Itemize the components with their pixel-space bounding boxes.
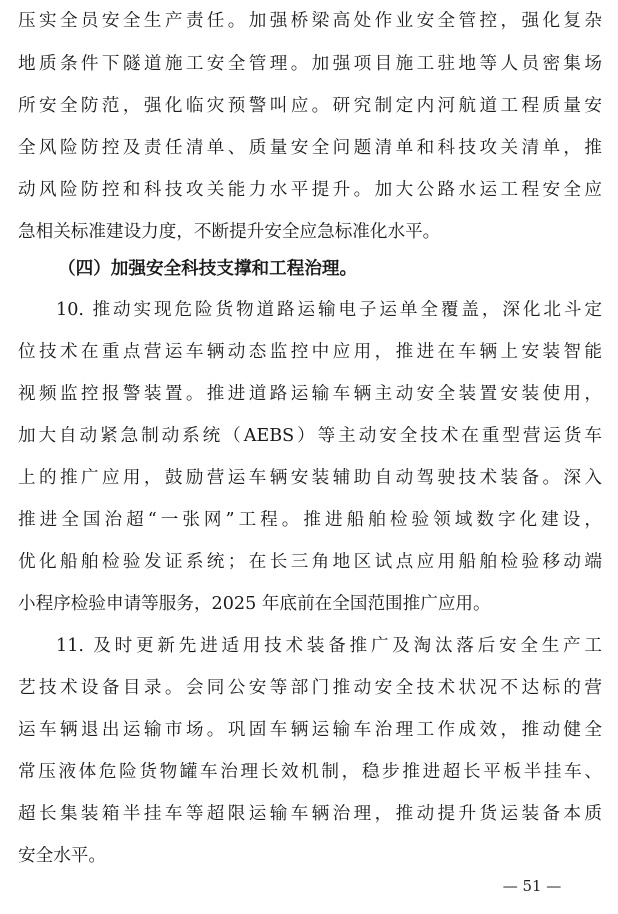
paragraph-line: 地质条件下隧道施工安全管理。加强项目施工驻地等人员密集场 (18, 54, 602, 74)
paragraph-line: 压实全员安全生产责任。加强桥梁高处作业安全管控，强化复杂 (18, 11, 602, 31)
paragraph-line: 常压液体危险货物罐车治理长效机制，稳步推进超长平板半挂车、 (18, 762, 602, 782)
paragraph-line: 所安全防范，强化临灾预警叫应。研究制定内河航道工程质量安 (18, 96, 602, 116)
paragraph-line: 11. 及时更新先进适用技术装备推广及淘汰落后安全生产工 (56, 636, 602, 656)
paragraph-line: 优化船舶检验发证系统；在长三角地区试点应用船舶检验移动端 (18, 552, 602, 572)
paragraph-line: 位技术在重点营运车辆动态监控中应用，推进在车辆上安装智能 (18, 342, 602, 362)
paragraph-line: 上的推广应用，鼓励营运车辆安装辅助自动驾驶技术装备。深入 (18, 468, 602, 488)
paragraph-line: 推进全国治超“一张网”工程。推进船舶检验领域数字化建设， (18, 510, 602, 530)
paragraph-line: 小程序检验申请等服务，2025 年底前在全国范围推广应用。 (18, 594, 491, 614)
paragraph-line: 加大自动紧急制动系统（AEBS）等主动安全技术在重型营运货车 (18, 426, 602, 446)
paragraph-line: 艺技术设备目录。会同公安等部门推动安全技术状况不达标的营 (18, 678, 602, 698)
paragraph-line: 运车辆退出运输市场。巩固车辆运输车治理工作成效，推动健全 (18, 720, 602, 740)
paragraph-line: 视频监控报警装置。推进道路运输车辆主动安全装置安装使用， (18, 384, 602, 404)
paragraph-line: 全风险防控及责任清单、质量安全问题清单和科技攻关清单，推 (18, 138, 602, 158)
paragraph-line: 安全水平。 (18, 846, 106, 866)
paragraph-line: 超长集装箱半挂车等超限运输车辆治理，推动提升货运装备本质 (18, 804, 602, 824)
paragraph-line: 10. 推动实现危险货物道路运输电子运单全覆盖，深化北斗定 (56, 300, 602, 320)
section-heading: （四）加强安全科技支撑和工程治理。 (58, 259, 358, 279)
paragraph-line: 急相关标准建设力度，不断提升安全应急标准化水平。 (18, 222, 441, 242)
page-number: — 51 — (502, 877, 562, 895)
paragraph-line: 动风险防控和科技攻关能力水平提升。加大公路水运工程安全应 (18, 180, 602, 200)
